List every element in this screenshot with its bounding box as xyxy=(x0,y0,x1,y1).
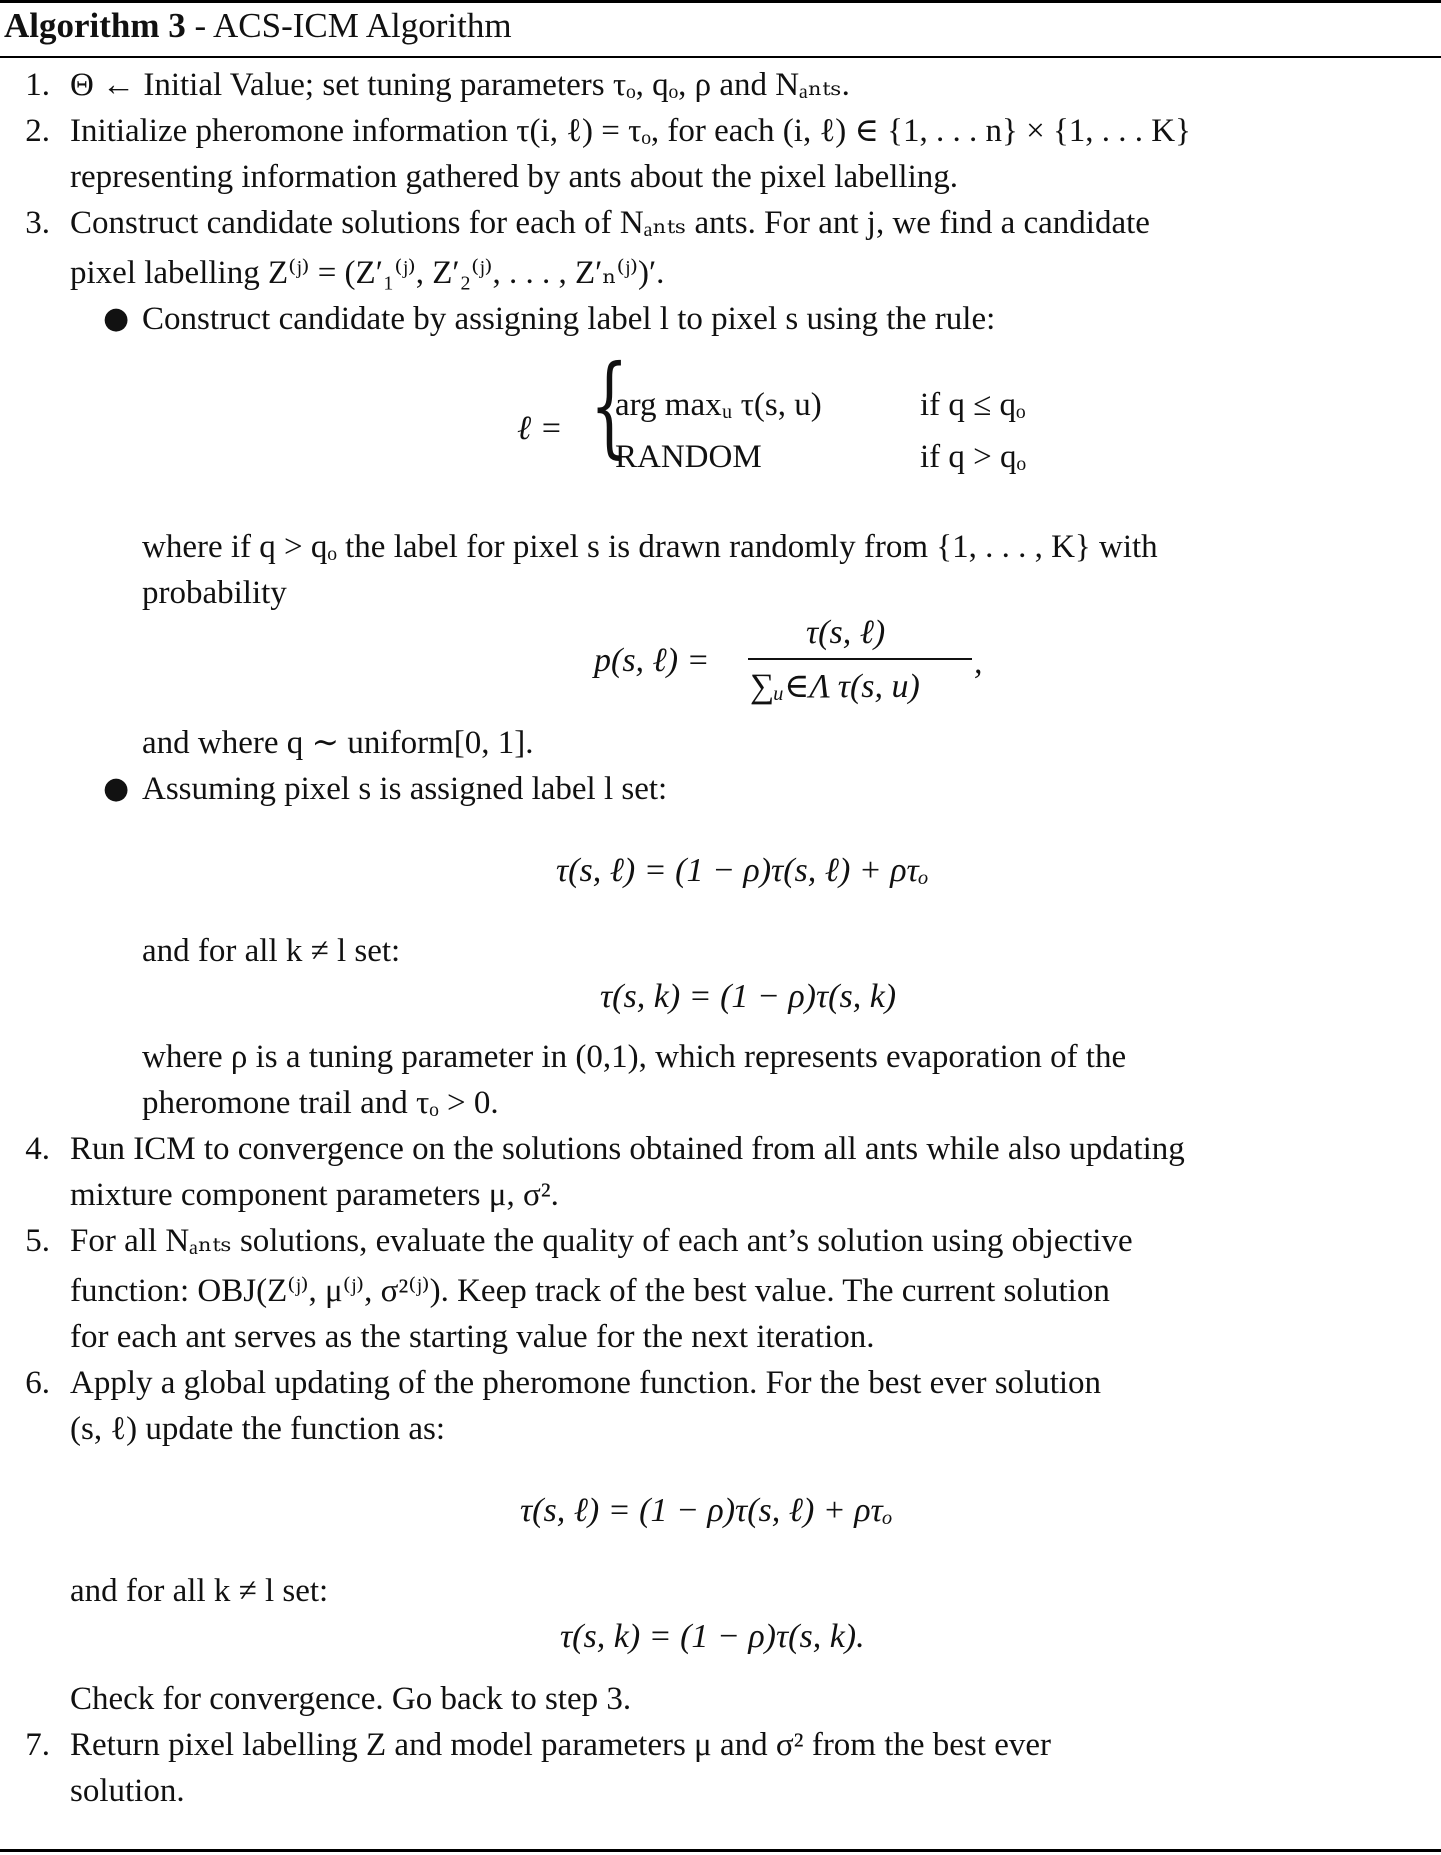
step-number: 7. xyxy=(25,1727,50,1763)
bottom-rule xyxy=(0,1849,1441,1852)
step-5-line-1: For all Nₐₙₜₛ solutions, evaluate the quality of each ant’s solution using objective xyxy=(70,1223,1133,1259)
algorithm-name: ACS-ICM Algorithm xyxy=(213,6,512,45)
step-number: 1. xyxy=(25,67,50,103)
rule-case-1-cond: if q ≤ qₒ xyxy=(920,387,1026,423)
step-3-rho-line-2: pheromone trail and τₒ > 0. xyxy=(142,1085,499,1121)
step-3-bullet-1: Construct candidate by assigning label l to pixel s using the rule: xyxy=(142,301,996,337)
bullet-icon: ● xyxy=(103,301,130,336)
header-rule xyxy=(0,56,1441,58)
step-2-line-1: Initialize pheromone information τ(i, ℓ) = τₒ, for each (i, ℓ) ∈ {1, . . . n} × {1, . . . K} xyxy=(70,113,1191,149)
rule-case-2-cond: if q > qₒ xyxy=(920,439,1027,475)
step-3-rho-line-1: where ρ is a tuning parameter in (0,1), which represents evaporation of the xyxy=(142,1039,1127,1075)
prob-comma: , xyxy=(974,644,983,681)
step-7-line-2: solution. xyxy=(70,1773,185,1809)
prob-numerator: τ(s, ℓ) xyxy=(806,614,886,651)
step-number: 2. xyxy=(25,113,50,149)
bullet-icon: ● xyxy=(103,771,130,806)
step-4-line-1: Run ICM to convergence on the solutions obtained from all ants while also updating xyxy=(70,1131,1185,1167)
step-3-local-update-eq: τ(s, ℓ) = (1 − ρ)τ(s, ℓ) + ρτₒ xyxy=(556,852,929,889)
case-brace: { xyxy=(590,341,629,469)
step-5-line-2: function: OBJ(Z⁽ʲ⁾, μ⁽ʲ⁾, σ²⁽ʲ⁾). Keep track of the best value. The current solution xyxy=(70,1273,1110,1309)
step-number: 4. xyxy=(25,1131,50,1167)
step-3-where-line-2: probability xyxy=(142,575,287,611)
step-3-bullet-2: Assuming pixel s is assigned label l set: xyxy=(142,771,668,807)
step-6-line-2: (s, ℓ) update the function as: xyxy=(70,1411,446,1447)
step-3-line-2: pixel labelling Z⁽ʲ⁾ = (Z′₁⁽ʲ⁾, Z′₂⁽ʲ⁾, . . . , Z′ₙ⁽ʲ⁾)′. xyxy=(70,255,665,291)
top-rule xyxy=(0,0,1441,3)
step-1-text: Θ ← Initial Value; set tuning parameters τₒ, qₒ, ρ and Nₐₙₜₛ. xyxy=(70,67,850,103)
step-3-forall-text: and for all k ≠ l set: xyxy=(142,933,401,969)
prob-lhs: p(s, ℓ) = xyxy=(594,642,710,679)
step-4-line-2: mixture component parameters μ, σ². xyxy=(70,1177,559,1213)
algorithm-title: Algorithm 3 - ACS-ICM Algorithm xyxy=(4,6,512,45)
step-number: 6. xyxy=(25,1365,50,1401)
step-6-decay-eq: τ(s, k) = (1 − ρ)τ(s, k). xyxy=(560,1618,865,1655)
step-5-line-3: for each ant serves as the starting value for the next iteration. xyxy=(70,1319,875,1355)
fraction-bar xyxy=(748,658,972,660)
prob-denominator: ∑ᵤ∈Λ τ(s, u) xyxy=(750,668,920,705)
step-6-forall-text: and for all k ≠ l set: xyxy=(70,1573,329,1609)
step-3-where-line-1: where if q > qₒ the label for pixel s is drawn randomly from {1, . . . , K} with xyxy=(142,529,1158,565)
step-7-line-1: Return pixel labelling Z and model parameters μ and σ² from the best ever xyxy=(70,1727,1051,1763)
step-6-check-text: Check for convergence. Go back to step 3. xyxy=(70,1681,632,1717)
rule-case-2-expr: RANDOM xyxy=(615,439,762,475)
step-3-where-line-3: and where q ∼ uniform[0, 1]. xyxy=(142,725,534,761)
step-6-global-update-eq: τ(s, ℓ) = (1 − ρ)τ(s, ℓ) + ρτₒ xyxy=(520,1492,893,1529)
rule-case-1-expr: arg maxᵤ τ(s, u) xyxy=(615,387,822,423)
rule-lhs: ℓ = xyxy=(517,410,563,447)
step-2-line-2: representing information gathered by ants about the pixel labelling. xyxy=(70,159,958,195)
step-number: 3. xyxy=(25,205,50,241)
step-number: 5. xyxy=(25,1223,50,1259)
step-6-line-1: Apply a global updating of the pheromone function. For the best ever solution xyxy=(70,1365,1102,1401)
step-3-line-1: Construct candidate solutions for each of Nₐₙₜₛ ants. For ant j, we find a candidate xyxy=(70,205,1150,241)
step-3-decay-eq: τ(s, k) = (1 − ρ)τ(s, k) xyxy=(600,978,897,1015)
algorithm-label: Algorithm 3 xyxy=(4,6,186,45)
